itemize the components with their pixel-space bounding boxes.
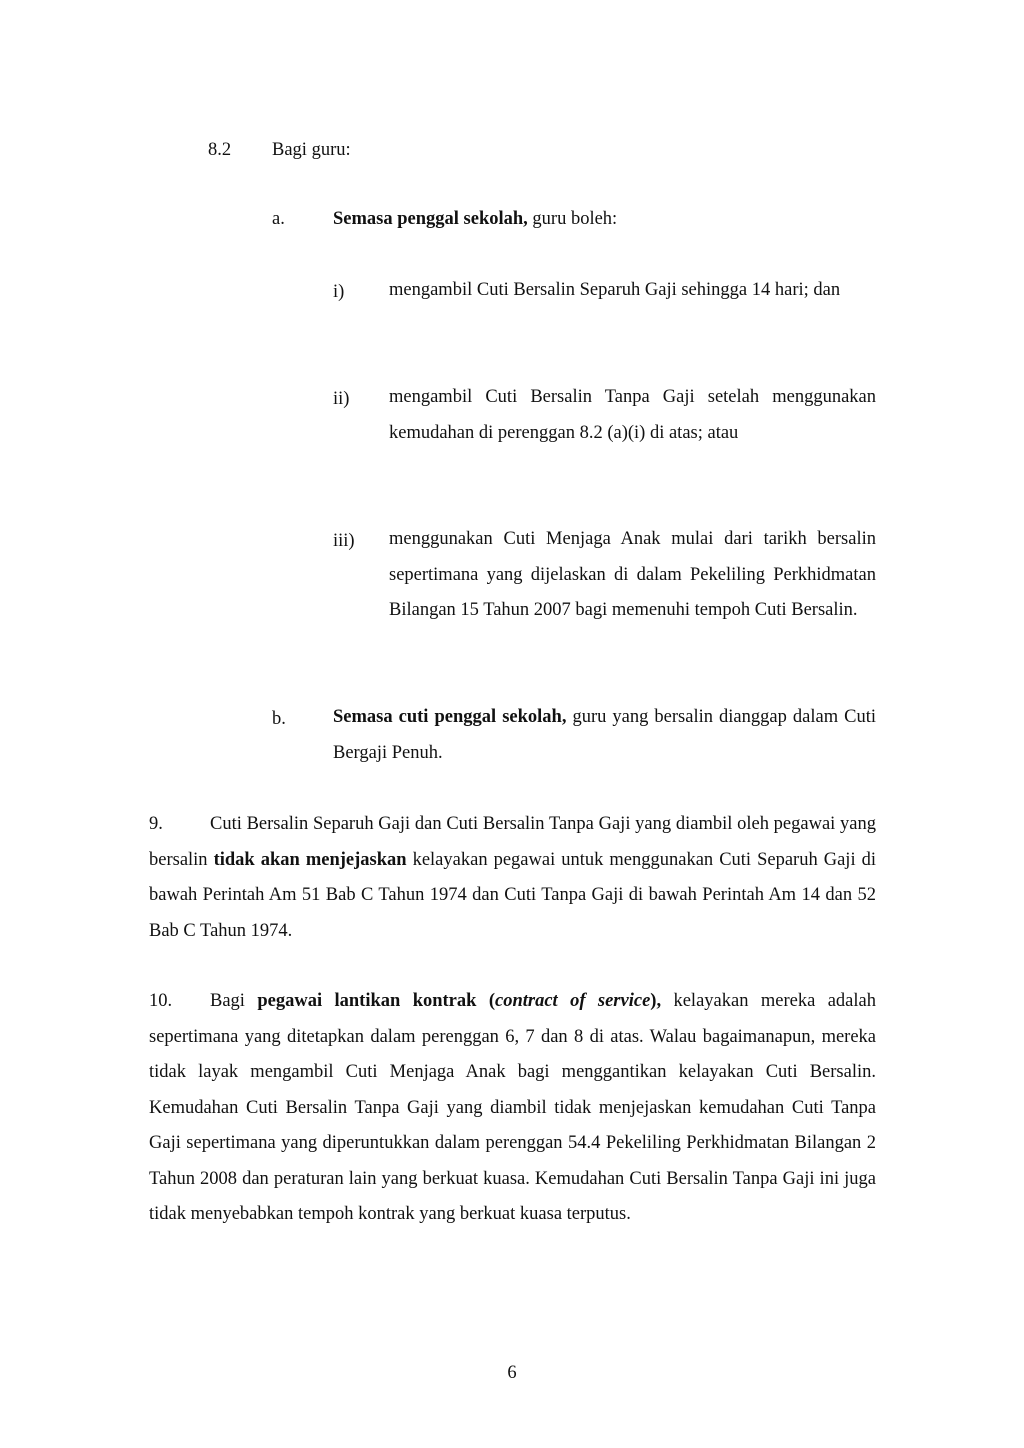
paragraph-9: [149, 807, 876, 949]
paragraph-9-bold: tidak akan menjejaskan: [213, 849, 407, 870]
paragraph-10-number: 10.: [149, 991, 173, 1011]
paragraph-9-part2: kelayakan pegawai untuk menggunakan Cuti Separuh Gaji di bawah Perintah Am 51 Bab C Tahun 1974 dan Cuti Tanpa Gaji di bawah Perintah Am 14 dan 52 Bab C Tahun 1974.: [149, 849, 876, 941]
paragraph-10-italic: contract of service: [495, 991, 651, 1011]
paragraph-10-part1: Bagi: [210, 991, 258, 1011]
subitem-text: mengambil Cuti Bersalin Separuh Gaji sehingga 14 hari; dan: [389, 280, 841, 300]
section-number: 8.2: [208, 140, 232, 160]
item-a-bold: Semasa penggal sekolah,: [333, 209, 528, 229]
subitem-label: iii): [333, 531, 355, 551]
item-b-label: b.: [272, 709, 286, 729]
subitem-text: mengambil Cuti Bersalin Tanpa Gaji setelah menggunakan kemudahan di perenggan 8.2 (a)(i) di atas; atau: [389, 387, 876, 443]
subitem-label: ii): [333, 389, 350, 409]
item-a-text: [333, 209, 878, 230]
paragraph-10-bold1: pegawai lantikan kontrak (: [257, 991, 495, 1011]
paragraph-10-part2: kelayakan mereka adalah sepertimana yang ditetapkan dalam perenggan 6, 7 dan 8 di atas. Walau bagaimanapun, mereka tidak layak mengambil Cuti Menjaga Anak bagi menggantikan kelayakan Cuti Bersalin. Kemudahan Cuti Bersalin Tanpa Gaji yang diambil tidak menjejaskan kemudahan Cuti Tanpa Gaji sepertimana yang diperuntukkan dalam perenggan 54.4 Pekeliling Perkhidmatan Bilangan 2 Tahun 2008 dan peraturan lain yang berkuat kuasa. Kemudahan Cuti Bersalin Tanpa Gaji ini juga tidak menyebabkan tempoh kontrak yang berkuat kuasa terputus.: [149, 991, 876, 1224]
subitem-text: menggunakan Cuti Menjaga Anak mulai dari tarikh bersalin sepertimana yang dijelaskan di dalam Pekeliling Perkhidmatan Bilangan 15 Tahun 2007 bagi memenuhi tempoh Cuti Bersalin.: [389, 529, 876, 620]
item-b-bold: Semasa cuti penggal sekolah,: [333, 707, 567, 727]
paragraph-10: [149, 984, 876, 1233]
paragraph-10-bold2: ),: [650, 991, 662, 1011]
item-b-text: [333, 700, 876, 771]
paragraph-9-number: 9.: [149, 814, 163, 834]
item-b-rest: guru yang bersalin dianggap dalam Cuti Bergaji Penuh.: [333, 707, 876, 763]
paragraph-9-part1: Cuti Bersalin Separuh Gaji dan Cuti Bersalin Tanpa Gaji yang diambil oleh pegawai yang bersalin: [149, 814, 876, 870]
subitem-label: i): [333, 282, 345, 302]
page-number: 6: [507, 1363, 517, 1383]
section-heading: Bagi guru:: [272, 140, 351, 160]
item-a-label: a.: [272, 209, 285, 229]
item-a-rest: guru boleh:: [527, 209, 618, 229]
